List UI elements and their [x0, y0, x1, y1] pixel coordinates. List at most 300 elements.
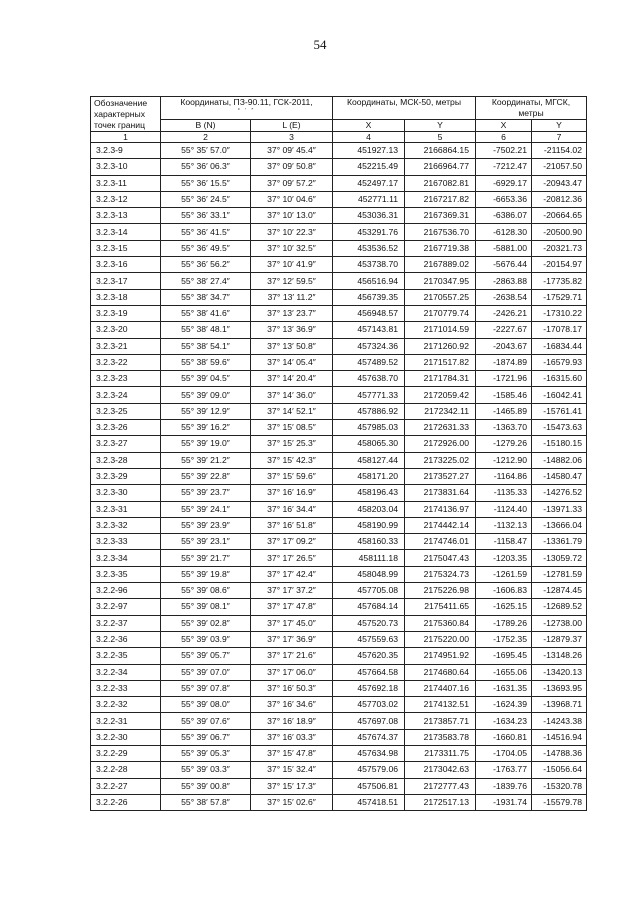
point-id-cell: 3.2.3-25 — [91, 403, 161, 419]
mgsk-y-cell: -15320.78 — [532, 778, 587, 794]
msk-x-cell: 458190.99 — [333, 517, 405, 533]
longitude-cell: 37° 17′ 42.4″ — [251, 566, 333, 582]
msk-y-cell: 2175047.43 — [405, 550, 476, 566]
mgsk-y-cell: -20500.90 — [532, 224, 587, 240]
mgsk-y-cell: -17310.22 — [532, 305, 587, 321]
latitude-cell: 55° 39′ 23.7″ — [161, 485, 251, 501]
latitude-cell: 55° 38′ 57.8″ — [161, 794, 251, 810]
mgsk-y-cell: -13148.26 — [532, 648, 587, 664]
point-id-cell: 3.2.2-29 — [91, 745, 161, 761]
point-id-cell: 3.2.2-33 — [91, 680, 161, 696]
mgsk-x-cell: -1839.76 — [476, 778, 532, 794]
mgsk-y-cell: -20664.65 — [532, 208, 587, 224]
table-row — [91, 713, 587, 729]
msk-y-cell: 2174746.01 — [405, 534, 476, 550]
table-row — [91, 697, 587, 713]
msk-x-cell: 457684.14 — [333, 599, 405, 615]
mgsk-x-cell: -1465.89 — [476, 403, 532, 419]
column-number-row — [91, 132, 587, 143]
mgsk-y-cell: -12689.52 — [532, 599, 587, 615]
table-row — [91, 615, 587, 631]
mgsk-x-cell: -1261.59 — [476, 566, 532, 582]
mgsk-x-cell: -1634.23 — [476, 713, 532, 729]
msk-x-cell: 456739.35 — [333, 289, 405, 305]
msk-y-cell: 2167536.70 — [405, 224, 476, 240]
table-row — [91, 517, 587, 533]
point-id-cell: 3.2.3-12 — [91, 191, 161, 207]
msk-x-cell: 453291.76 — [333, 224, 405, 240]
msk-y-cell: 2173857.71 — [405, 713, 476, 729]
point-id-cell: 3.2.2-26 — [91, 794, 161, 810]
point-id-cell: 3.2.3-26 — [91, 420, 161, 436]
longitude-cell: 37° 16′ 03.3″ — [251, 729, 333, 745]
longitude-cell: 37° 15′ 59.6″ — [251, 468, 333, 484]
mgsk-x-cell: -1606.83 — [476, 583, 532, 599]
point-id-cell: 3.2.2-96 — [91, 583, 161, 599]
longitude-cell: 37° 17′ 45.0″ — [251, 615, 333, 631]
msk-x-cell: 452771.11 — [333, 191, 405, 207]
mgsk-y-cell: -17078.17 — [532, 322, 587, 338]
mgsk-x-cell: -1164.86 — [476, 468, 532, 484]
msk-x-cell: 452497.17 — [333, 175, 405, 191]
latitude-cell: 55° 39′ 05.7″ — [161, 648, 251, 664]
latitude-cell: 55° 39′ 08.0″ — [161, 697, 251, 713]
longitude-cell: 37° 14′ 36.0″ — [251, 387, 333, 403]
table-row — [91, 566, 587, 582]
longitude-cell: 37° 15′ 02.6″ — [251, 794, 333, 810]
point-id-cell: 3.2.2-37 — [91, 615, 161, 631]
point-id-cell: 3.2.3-9 — [91, 143, 161, 159]
table-row — [91, 599, 587, 615]
longitude-cell: 37° 16′ 34.6″ — [251, 697, 333, 713]
mgsk-x-cell: -7502.21 — [476, 143, 532, 159]
mgsk-y-cell: -17529.71 — [532, 289, 587, 305]
latitude-cell: 55° 38′ 41.6″ — [161, 305, 251, 321]
point-id-cell: 3.2.3-31 — [91, 501, 161, 517]
table-row — [91, 794, 587, 810]
header-row-columns — [91, 120, 587, 132]
table-row — [91, 452, 587, 468]
mgsk-y-cell: -14580.47 — [532, 468, 587, 484]
mgsk-y-cell: -12874.45 — [532, 583, 587, 599]
msk-y-cell: 2174136.97 — [405, 501, 476, 517]
msk-y-cell: 2172059.42 — [405, 387, 476, 403]
msk-x-cell: 457489.52 — [333, 354, 405, 370]
mgsk-y-cell: -12879.37 — [532, 631, 587, 647]
table-row — [91, 534, 587, 550]
latitude-cell: 55° 39′ 24.1″ — [161, 501, 251, 517]
table-row — [91, 778, 587, 794]
longitude-cell: 37° 15′ 25.3″ — [251, 436, 333, 452]
msk-x-cell: 457703.02 — [333, 697, 405, 713]
msk-y-cell: 2173311.75 — [405, 745, 476, 761]
header-col-y-msk: Y — [405, 120, 476, 132]
point-id-cell: 3.2.3-10 — [91, 159, 161, 175]
mgsk-x-cell: -1585.46 — [476, 387, 532, 403]
mgsk-x-cell: -2043.67 — [476, 338, 532, 354]
latitude-cell: 55° 36′ 56.2″ — [161, 257, 251, 273]
mgsk-x-cell: -1789.26 — [476, 615, 532, 631]
msk-y-cell: 2171260.92 — [405, 338, 476, 354]
point-id-cell: 3.2.3-19 — [91, 305, 161, 321]
mgsk-y-cell: -20943.47 — [532, 175, 587, 191]
msk-y-cell: 2167217.82 — [405, 191, 476, 207]
point-id-cell: 3.2.3-22 — [91, 354, 161, 370]
msk-y-cell: 2173527.27 — [405, 468, 476, 484]
table-row — [91, 175, 587, 191]
point-id-cell: 3.2.3-28 — [91, 452, 161, 468]
mgsk-y-cell: -14276.52 — [532, 485, 587, 501]
msk-x-cell: 458203.04 — [333, 501, 405, 517]
msk-x-cell: 453036.31 — [333, 208, 405, 224]
latitude-cell: 55° 39′ 12.9″ — [161, 403, 251, 419]
longitude-cell: 37° 17′ 36.9″ — [251, 631, 333, 647]
mgsk-x-cell: -1721.96 — [476, 371, 532, 387]
latitude-cell: 55° 39′ 23.1″ — [161, 534, 251, 550]
table-row — [91, 240, 587, 256]
longitude-cell: 37° 10′ 13.0″ — [251, 208, 333, 224]
table-row — [91, 420, 587, 436]
table-row — [91, 354, 587, 370]
latitude-cell: 55° 39′ 03.3″ — [161, 762, 251, 778]
point-id-cell: 3.2.3-34 — [91, 550, 161, 566]
latitude-cell: 55° 38′ 48.1″ — [161, 322, 251, 338]
latitude-cell: 55° 39′ 16.2″ — [161, 420, 251, 436]
longitude-cell: 37° 09′ 57.2″ — [251, 175, 333, 191]
mgsk-y-cell: -15056.64 — [532, 762, 587, 778]
mgsk-y-cell: -12781.59 — [532, 566, 587, 582]
mgsk-x-cell: -1212.90 — [476, 452, 532, 468]
mgsk-x-cell: -1763.77 — [476, 762, 532, 778]
latitude-cell: 55° 36′ 24.5″ — [161, 191, 251, 207]
point-id-cell: 3.2.2-28 — [91, 762, 161, 778]
mgsk-x-cell: -5881.00 — [476, 240, 532, 256]
latitude-cell: 55° 39′ 23.9″ — [161, 517, 251, 533]
longitude-cell: 37° 10′ 41.9″ — [251, 257, 333, 273]
msk-y-cell: 2170779.74 — [405, 305, 476, 321]
latitude-cell: 55° 39′ 09.0″ — [161, 387, 251, 403]
msk-x-cell: 456516.94 — [333, 273, 405, 289]
latitude-cell: 55° 39′ 19.0″ — [161, 436, 251, 452]
longitude-cell: 37° 15′ 17.3″ — [251, 778, 333, 794]
table-row — [91, 289, 587, 305]
mgsk-y-cell: -15180.15 — [532, 436, 587, 452]
mgsk-x-cell: -6929.17 — [476, 175, 532, 191]
header-col-b: B (N) — [161, 120, 251, 132]
msk-x-cell: 458048.99 — [333, 566, 405, 582]
header-group-mgsk: Координаты, МГСК, метры — [476, 97, 587, 120]
msk-y-cell: 2175324.73 — [405, 566, 476, 582]
longitude-cell: 37° 14′ 52.1″ — [251, 403, 333, 419]
mgsk-x-cell: -2227.67 — [476, 322, 532, 338]
msk-y-cell: 2174442.14 — [405, 517, 476, 533]
mgsk-x-cell: -1752.35 — [476, 631, 532, 647]
table-row — [91, 436, 587, 452]
mgsk-x-cell: -1135.33 — [476, 485, 532, 501]
msk-y-cell: 2173042.63 — [405, 762, 476, 778]
mgsk-x-cell: -1931.74 — [476, 794, 532, 810]
msk-x-cell: 457664.58 — [333, 664, 405, 680]
longitude-cell: 37° 17′ 06.0″ — [251, 664, 333, 680]
point-id-cell: 3.2.3-24 — [91, 387, 161, 403]
msk-x-cell: 457418.51 — [333, 794, 405, 810]
msk-y-cell: 2167719.38 — [405, 240, 476, 256]
latitude-cell: 55° 38′ 27.4″ — [161, 273, 251, 289]
coordinates-table — [90, 96, 587, 811]
header-row-groups — [91, 97, 587, 120]
msk-x-cell: 457324.36 — [333, 338, 405, 354]
msk-y-cell: 2175360.84 — [405, 615, 476, 631]
longitude-cell: 37° 15′ 32.4″ — [251, 762, 333, 778]
longitude-cell: 37° 15′ 08.5″ — [251, 420, 333, 436]
mgsk-x-cell: -2638.54 — [476, 289, 532, 305]
mgsk-x-cell: -1158.47 — [476, 534, 532, 550]
latitude-cell: 55° 36′ 15.5″ — [161, 175, 251, 191]
msk-x-cell: 456948.57 — [333, 305, 405, 321]
table-row — [91, 208, 587, 224]
latitude-cell: 55° 39′ 07.0″ — [161, 664, 251, 680]
msk-y-cell: 2166964.77 — [405, 159, 476, 175]
longitude-cell: 37° 09′ 50.8″ — [251, 159, 333, 175]
column-number: 5 — [405, 132, 476, 143]
table-row — [91, 762, 587, 778]
page-number: 54 — [313, 37, 327, 52]
mgsk-x-cell: -1704.05 — [476, 745, 532, 761]
msk-y-cell: 2171517.82 — [405, 354, 476, 370]
mgsk-x-cell: -1363.70 — [476, 420, 532, 436]
longitude-cell: 37° 16′ 50.3″ — [251, 680, 333, 696]
mgsk-y-cell: -13361.79 — [532, 534, 587, 550]
header-group-pz90 — [161, 97, 333, 120]
point-id-cell: 3.2.2-32 — [91, 697, 161, 713]
mgsk-y-cell: -13971.33 — [532, 501, 587, 517]
point-id-cell: 3.2.3-14 — [91, 224, 161, 240]
mgsk-y-cell: -14788.36 — [532, 745, 587, 761]
table-row — [91, 664, 587, 680]
msk-y-cell: 2171014.59 — [405, 322, 476, 338]
point-id-cell: 3.2.2-31 — [91, 713, 161, 729]
point-id-cell: 3.2.3-33 — [91, 534, 161, 550]
mgsk-y-cell: -21154.02 — [532, 143, 587, 159]
table-row — [91, 485, 587, 501]
table-row — [91, 550, 587, 566]
mgsk-x-cell: -6653.36 — [476, 191, 532, 207]
msk-y-cell: 2167889.02 — [405, 257, 476, 273]
latitude-cell: 55° 39′ 06.7″ — [161, 729, 251, 745]
mgsk-y-cell: -12738.00 — [532, 615, 587, 631]
mgsk-x-cell: -1660.81 — [476, 729, 532, 745]
longitude-cell: 37° 16′ 16.9″ — [251, 485, 333, 501]
msk-y-cell: 2170557.25 — [405, 289, 476, 305]
msk-y-cell: 2174407.16 — [405, 680, 476, 696]
column-number: 1 — [91, 132, 161, 143]
mgsk-y-cell: -16042.41 — [532, 387, 587, 403]
point-id-cell: 3.2.3-13 — [91, 208, 161, 224]
longitude-cell: 37° 12′ 59.5″ — [251, 273, 333, 289]
mgsk-x-cell: -1655.06 — [476, 664, 532, 680]
msk-y-cell: 2167369.31 — [405, 208, 476, 224]
mgsk-x-cell: -2863.88 — [476, 273, 532, 289]
mgsk-x-cell: -1203.35 — [476, 550, 532, 566]
mgsk-y-cell: -20154.97 — [532, 257, 587, 273]
header-group-pz90-units: ° ′ ″ — [237, 108, 256, 114]
table-row — [91, 631, 587, 647]
msk-x-cell: 458111.18 — [333, 550, 405, 566]
msk-x-cell: 457506.81 — [333, 778, 405, 794]
msk-x-cell: 452215.49 — [333, 159, 405, 175]
column-number: 3 — [251, 132, 333, 143]
point-id-cell: 3.2.3-29 — [91, 468, 161, 484]
point-id-cell: 3.2.2-35 — [91, 648, 161, 664]
mgsk-x-cell: -1874.89 — [476, 354, 532, 370]
longitude-cell: 37° 13′ 23.7″ — [251, 305, 333, 321]
mgsk-y-cell: -16315.60 — [532, 371, 587, 387]
msk-x-cell: 458065.30 — [333, 436, 405, 452]
longitude-cell: 37° 16′ 18.9″ — [251, 713, 333, 729]
table-row — [91, 729, 587, 745]
mgsk-y-cell: -17735.82 — [532, 273, 587, 289]
latitude-cell: 55° 39′ 21.2″ — [161, 452, 251, 468]
table-row — [91, 273, 587, 289]
latitude-cell: 55° 39′ 04.5″ — [161, 371, 251, 387]
latitude-cell: 55° 39′ 05.3″ — [161, 745, 251, 761]
longitude-cell: 37° 17′ 47.8″ — [251, 599, 333, 615]
msk-y-cell: 2171784.31 — [405, 371, 476, 387]
msk-x-cell: 457634.98 — [333, 745, 405, 761]
msk-x-cell: 457886.92 — [333, 403, 405, 419]
msk-x-cell: 457692.18 — [333, 680, 405, 696]
latitude-cell: 55° 38′ 34.7″ — [161, 289, 251, 305]
longitude-cell: 37° 13′ 11.2″ — [251, 289, 333, 305]
mgsk-y-cell: -13968.71 — [532, 697, 587, 713]
header-col-x-mgsk: X — [476, 120, 532, 132]
header-group-pz90-title: Координаты, ПЗ-90.11, ГСК-2011, — [180, 97, 313, 107]
msk-y-cell: 2172631.33 — [405, 420, 476, 436]
msk-y-cell: 2175411.65 — [405, 599, 476, 615]
msk-x-cell: 458196.43 — [333, 485, 405, 501]
point-id-cell: 3.2.3-15 — [91, 240, 161, 256]
header-group-msk50: Координаты, МСК-50, метры — [333, 97, 476, 120]
table-row — [91, 159, 587, 175]
mgsk-x-cell: -1625.15 — [476, 599, 532, 615]
msk-x-cell: 453536.52 — [333, 240, 405, 256]
msk-y-cell: 2172517.13 — [405, 794, 476, 810]
longitude-cell: 37° 14′ 05.4″ — [251, 354, 333, 370]
table-row — [91, 501, 587, 517]
msk-x-cell: 453738.70 — [333, 257, 405, 273]
mgsk-y-cell: -15579.78 — [532, 794, 587, 810]
latitude-cell: 55° 35′ 57.0″ — [161, 143, 251, 159]
table-row — [91, 387, 587, 403]
mgsk-y-cell: -20812.36 — [532, 191, 587, 207]
mgsk-x-cell: -6386.07 — [476, 208, 532, 224]
mgsk-x-cell: -1124.40 — [476, 501, 532, 517]
header-col-x-msk: X — [333, 120, 405, 132]
mgsk-x-cell: -1132.13 — [476, 517, 532, 533]
msk-y-cell: 2166864.15 — [405, 143, 476, 159]
column-number: 7 — [532, 132, 587, 143]
msk-x-cell: 451927.13 — [333, 143, 405, 159]
longitude-cell: 37° 17′ 37.2″ — [251, 583, 333, 599]
point-id-cell: 3.2.3-11 — [91, 175, 161, 191]
mgsk-y-cell: -13420.13 — [532, 664, 587, 680]
point-id-cell: 3.2.3-35 — [91, 566, 161, 582]
latitude-cell: 55° 39′ 19.8″ — [161, 566, 251, 582]
longitude-cell: 37° 17′ 21.6″ — [251, 648, 333, 664]
msk-y-cell: 2173583.78 — [405, 729, 476, 745]
point-id-cell: 3.2.3-20 — [91, 322, 161, 338]
point-id-cell: 3.2.3-32 — [91, 517, 161, 533]
msk-x-cell: 457985.03 — [333, 420, 405, 436]
msk-y-cell: 2172777.43 — [405, 778, 476, 794]
msk-y-cell: 2175220.00 — [405, 631, 476, 647]
msk-y-cell: 2167082.81 — [405, 175, 476, 191]
msk-x-cell: 458127.44 — [333, 452, 405, 468]
latitude-cell: 55° 39′ 07.8″ — [161, 680, 251, 696]
point-id-cell: 3.2.3-18 — [91, 289, 161, 305]
point-id-cell: 3.2.2-34 — [91, 664, 161, 680]
msk-x-cell: 457520.73 — [333, 615, 405, 631]
table-row — [91, 583, 587, 599]
header-col-y-mgsk: Y — [532, 120, 587, 132]
latitude-cell: 55° 39′ 03.9″ — [161, 631, 251, 647]
mgsk-x-cell: -1631.35 — [476, 680, 532, 696]
longitude-cell: 37° 17′ 09.2″ — [251, 534, 333, 550]
longitude-cell: 37° 16′ 51.8″ — [251, 517, 333, 533]
msk-x-cell: 457638.70 — [333, 371, 405, 387]
mgsk-x-cell: -5676.44 — [476, 257, 532, 273]
table-row — [91, 468, 587, 484]
msk-y-cell: 2170347.95 — [405, 273, 476, 289]
mgsk-y-cell: -13666.04 — [532, 517, 587, 533]
point-id-cell: 3.2.3-16 — [91, 257, 161, 273]
mgsk-x-cell: -2426.21 — [476, 305, 532, 321]
msk-x-cell: 457579.06 — [333, 762, 405, 778]
mgsk-y-cell: -15761.41 — [532, 403, 587, 419]
table-row — [91, 745, 587, 761]
latitude-cell: 55° 39′ 08.6″ — [161, 583, 251, 599]
point-id-cell: 3.2.3-21 — [91, 338, 161, 354]
msk-x-cell: 457559.63 — [333, 631, 405, 647]
msk-x-cell: 457143.81 — [333, 322, 405, 338]
latitude-cell: 55° 39′ 02.8″ — [161, 615, 251, 631]
mgsk-x-cell: -1695.45 — [476, 648, 532, 664]
point-id-cell: 3.2.3-30 — [91, 485, 161, 501]
point-id-cell: 3.2.2-36 — [91, 631, 161, 647]
mgsk-y-cell: -13059.72 — [532, 550, 587, 566]
mgsk-y-cell: -15473.63 — [532, 420, 587, 436]
longitude-cell: 37° 10′ 04.6″ — [251, 191, 333, 207]
msk-y-cell: 2172926.00 — [405, 436, 476, 452]
point-id-cell: 3.2.3-17 — [91, 273, 161, 289]
longitude-cell: 37° 15′ 42.3″ — [251, 452, 333, 468]
point-id-cell: 3.2.2-30 — [91, 729, 161, 745]
table-row — [91, 680, 587, 696]
mgsk-y-cell: -16579.93 — [532, 354, 587, 370]
msk-x-cell: 457705.08 — [333, 583, 405, 599]
mgsk-y-cell: -21057.50 — [532, 159, 587, 175]
table-row — [91, 322, 587, 338]
mgsk-x-cell: -6128.30 — [476, 224, 532, 240]
table-row — [91, 338, 587, 354]
msk-y-cell: 2174951.92 — [405, 648, 476, 664]
longitude-cell: 37° 14′ 20.4″ — [251, 371, 333, 387]
longitude-cell: 37° 15′ 47.8″ — [251, 745, 333, 761]
point-id-cell: 3.2.2-97 — [91, 599, 161, 615]
msk-x-cell: 457674.37 — [333, 729, 405, 745]
msk-y-cell: 2174132.51 — [405, 697, 476, 713]
table-row — [91, 257, 587, 273]
